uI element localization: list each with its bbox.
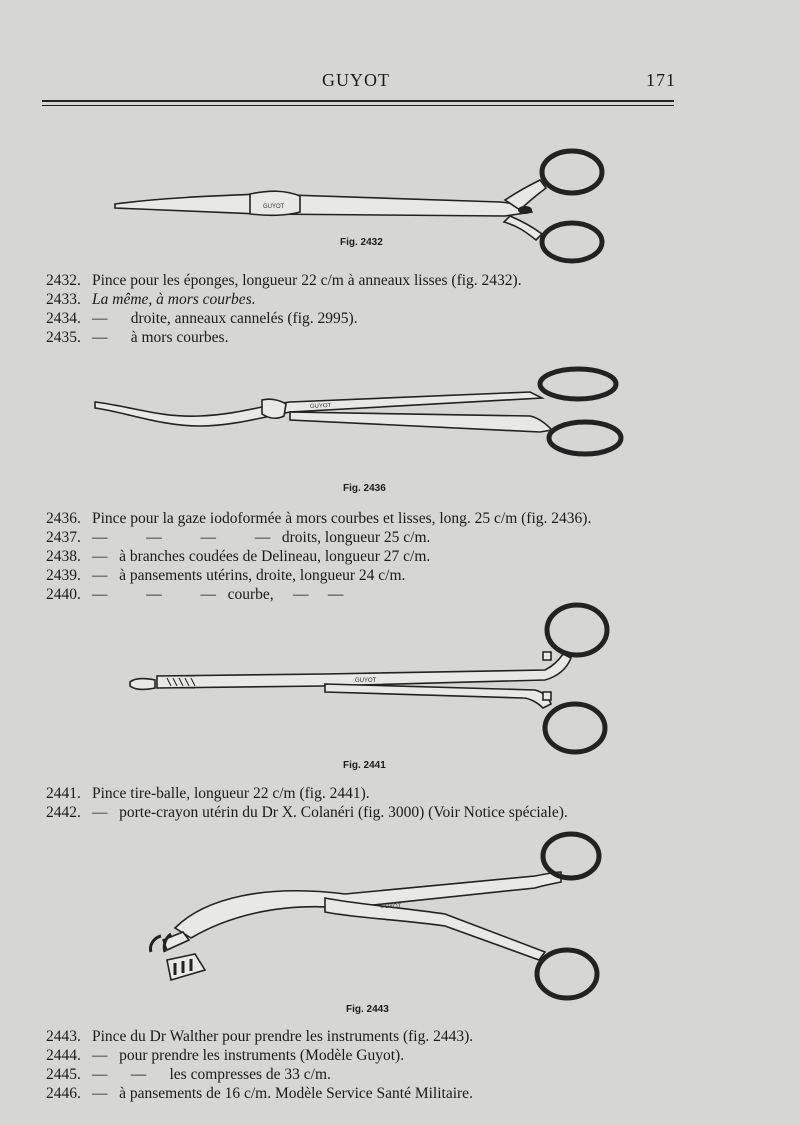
entry-2439: 2439. — à pansements utérins, droite, longueur 24 c/m. [46,567,406,584]
forceps-illustration-2443 [145,828,615,1003]
engraved-brand-2441: GUYOT [355,678,377,684]
entry-2438: 2438. — à branches coudées de Delineau, longueur 27 c/m. [46,548,431,565]
engraved-brand-2432: GUYOT [263,204,285,210]
page-number: 171 [646,70,676,90]
forceps-illustration-2436 [90,360,635,470]
figure-caption-2443: Fig. 2443 [346,1004,389,1015]
running-head-title: GUYOT [322,70,390,90]
entry-2440: 2440. — — — courbe, — — [46,586,344,603]
entry-2444: 2444. — pour prendre les instruments (Modèle Guyot). [46,1047,405,1064]
entry-2432: 2432. Pince pour les éponges, longueur 22 c/m à anneaux lisses (fig. 2432). [46,272,522,289]
entry-2436: 2436. Pince pour la gaze iodoformée à mors courbes et lisses, long. 25 c/m (fig. 2436). [46,510,592,527]
entry-2435: 2435. — à mors courbes. [46,329,229,346]
entry-2446: 2446. — à pansements de 16 c/m. Modèle Service Santé Militaire. [46,1085,473,1102]
entry-2437: 2437. — — — — droits, longueur 25 c/m. [46,529,431,546]
entry-2443: 2443. Pince du Dr Walther pour prendre les instruments (fig. 2443). [46,1028,474,1045]
forceps-illustration-2432 [100,140,620,270]
figure-caption-2441: Fig. 2441 [343,760,386,771]
entry-2433: 2433. La même, à mors courbes. [46,291,256,308]
entry-2441: 2441. Pince tire-balle, longueur 22 c/m (fig. 2441). [46,785,370,802]
entry-2434: 2434. — droite, anneaux cannelés (fig. 2995). [46,310,358,327]
entry-2445: 2445. — — les compresses de 33 c/m. [46,1066,331,1083]
header-rule-thin [42,105,674,106]
forceps-illustration-2441 [125,600,620,760]
entry-2442: 2442. — porte-crayon utérin du Dr X. Colanéri (fig. 3000) (Voir Notice spéciale). [46,804,568,821]
figure-caption-2432: Fig. 2432 [340,237,383,248]
engraved-brand-2436: GUYOT [309,402,332,410]
engraved-brand-2443: GUYOT [380,904,402,910]
figure-caption-2436: Fig. 2436 [343,483,386,494]
header-rule-thick [42,100,674,102]
